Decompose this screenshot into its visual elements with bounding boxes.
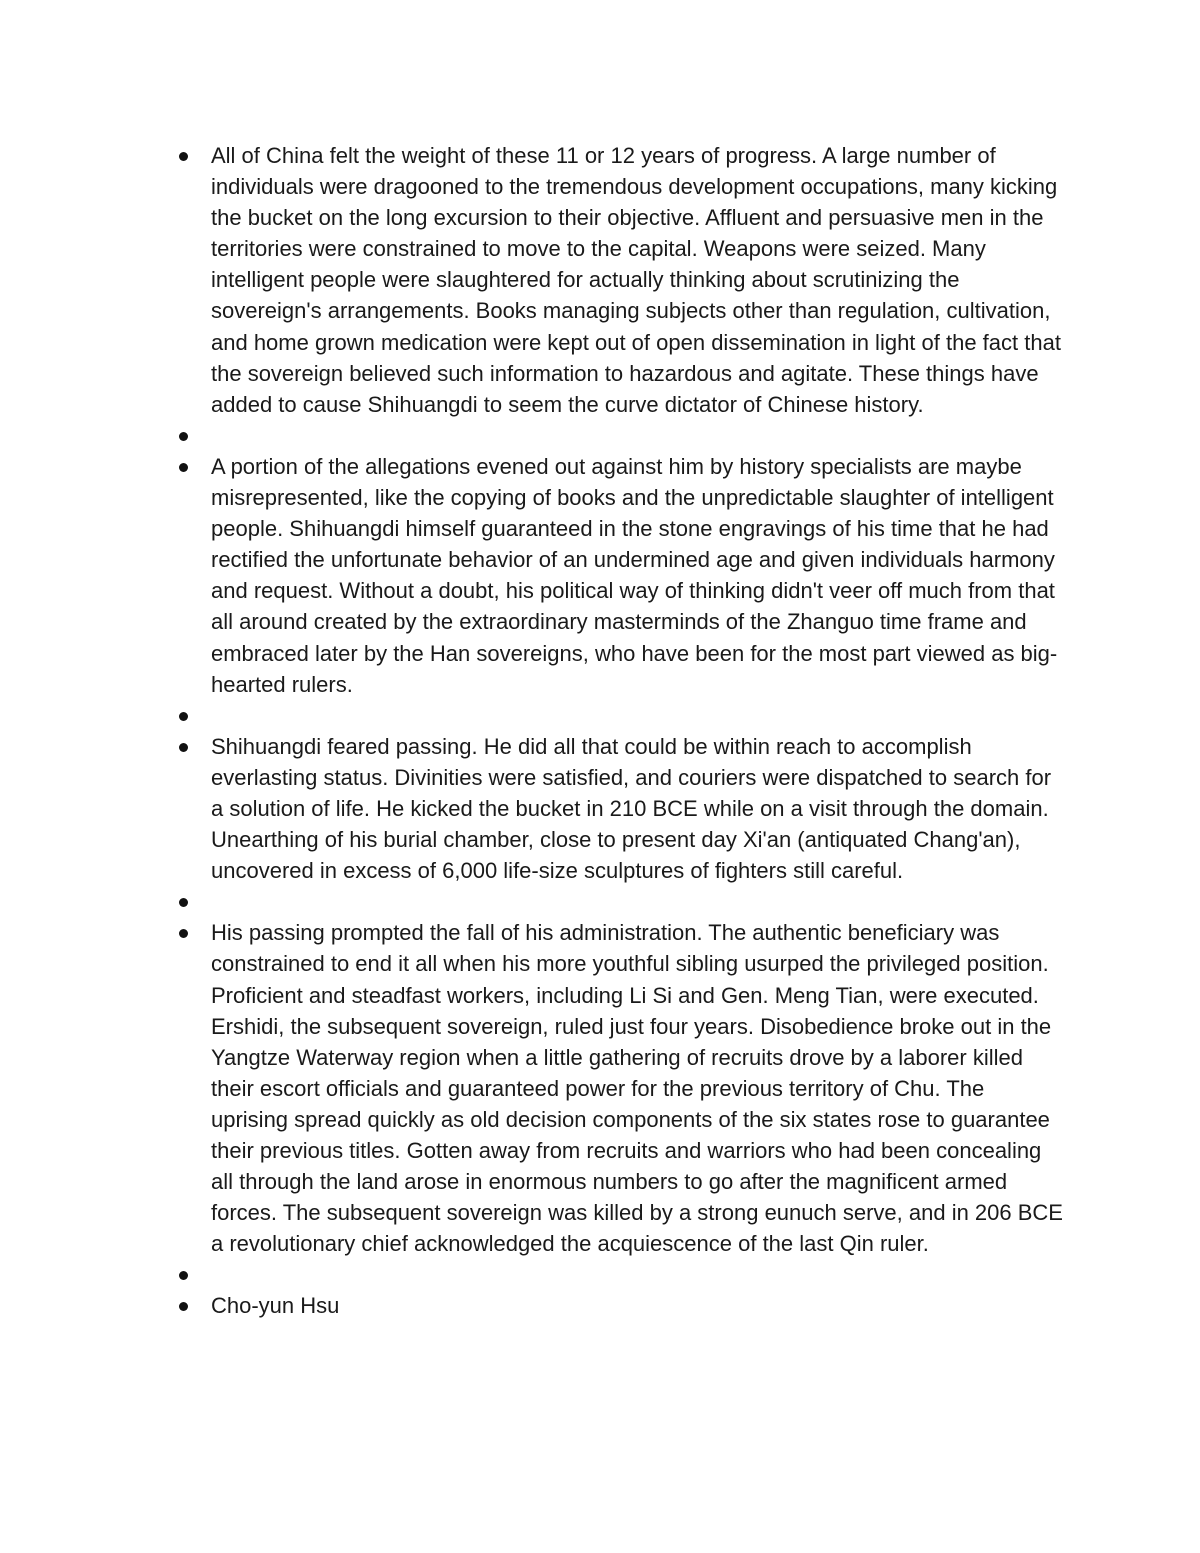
bullet-icon — [179, 1302, 188, 1311]
bullet-icon — [179, 712, 188, 721]
paragraph-text: Shihuangdi feared passing. He did all that could be within reach to accomplish everlasting status. Divinities were satisfied, and couriers were dispatched to search for a solution of life. He kicked the bucket in 210 BCE while on a visit through the domain. Unearthing of his burial chamber, close to present day Xi'an (antiquated Chang'an), uncovered in excess of 6,000 life-size sculptures of fighters still careful. — [211, 733, 1052, 884]
bullet-icon — [179, 929, 188, 938]
bullet-list — [176, 140, 1066, 1322]
list-item — [176, 917, 1066, 1259]
list-item — [176, 1290, 1066, 1321]
paragraph-text: All of China felt the weight of these 11 or 12 years of progress. A large number of individuals were dragooned to the tremendous development occupations, many kicking the bucket on the long excursion to their objective. Affluent and persuasive men in the territories were constrained to move to the capital. Weapons were seized. Many intelligent people were slaughtered for actually thinking about scrutinizing the sovereign's arrangements. Books managing subjects other than regulation, cultivation, and home grown medication were kept out of open dissemination in light of the fact that the sovereign believed such information to hazardous and agitate. These things have added to cause Shihuangdi to seem the curve dictator of Chinese history. — [211, 143, 1061, 417]
paragraph-text: A portion of the allegations evened out against him by history specialists are maybe misrepresented, like the copying of books and the unpredictable slaughter of intelligent people. Shihuangdi himself guaranteed in the stone engravings of his time that he had rectified the unfortunate behavior of an undermined age and given individuals harmony and request. Without a doubt, his political way of thinking didn't veer off much from that all around created by the extraordinary masterminds of the Zhanguo time frame and embraced later by the Han sovereigns, who have been for the most part viewed as big-hearted rulers. — [211, 453, 1058, 697]
list-item — [176, 731, 1066, 886]
bullet-icon — [179, 898, 188, 907]
bullet-icon — [179, 152, 188, 161]
list-item — [176, 1259, 1066, 1290]
list-item — [176, 140, 1066, 420]
bullet-icon — [179, 1271, 188, 1280]
bullet-icon — [179, 463, 188, 472]
bullet-icon — [179, 432, 188, 441]
author-name: Cho-yun Hsu — [211, 1293, 340, 1319]
list-item — [176, 420, 1066, 451]
list-item — [176, 886, 1066, 917]
bullet-icon — [179, 743, 188, 752]
list-item — [176, 451, 1066, 700]
list-item — [176, 700, 1066, 731]
paragraph-text: His passing prompted the fall of his administration. The authentic beneficiary was constrained to end it all when his more youthful sibling usurped the privileged position. Proficient and steadfast workers, including Li Si and Gen. Meng Tian, were executed. Ershidi, the subsequent sovereign, ruled just four years. Disobedience broke out in the Yangtze Waterway region when a little gathering of recruits drove by a laborer killed their escort officials and guaranteed power for the previous territory of Chu. The uprising spread quickly as old decision components of the six states rose to guarantee their previous titles. Gotten away from recruits and warriors who had been concealing all through the land arose in enormous numbers to go after the magnificent armed forces. The subsequent sovereign was killed by a strong eunuch serve, and in 206 BCE a revolutionary chief acknowledged the acquiescence of the last Qin ruler. — [211, 920, 1063, 1257]
